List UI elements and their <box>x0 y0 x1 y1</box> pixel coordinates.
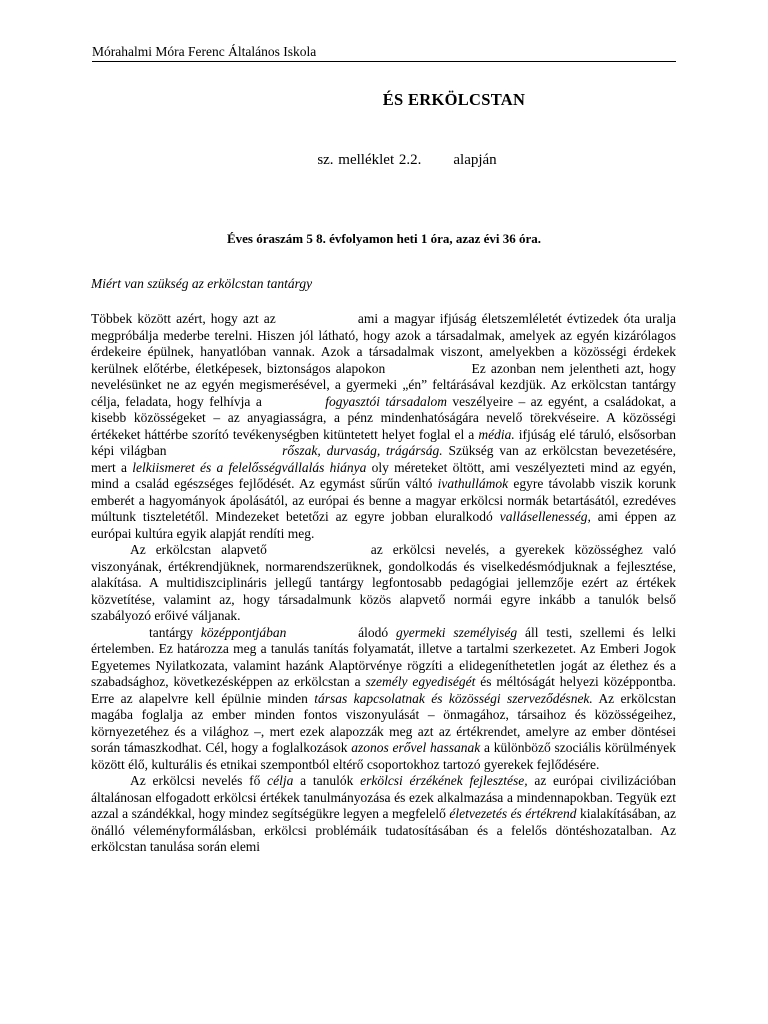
p3-emphasis-center: középpontjában <box>200 624 287 640</box>
document-title: ÉS ERKÖLCSTAN <box>382 90 526 109</box>
p3-emphasis-individuality: személy egyediségét <box>365 674 476 689</box>
page-header <box>92 44 676 62</box>
p3-text-6: a különböző szociális körülmények között élő, kulturális és etnikai szempontból eltérő csoportokhoz tartozó gyerekek fejlődésére. <box>91 740 677 772</box>
p1-emphasis-violence: rőszak, durvaság, trágárság. <box>282 443 443 458</box>
p1-emphasis-fashion-waves: ivathullámok <box>437 476 509 491</box>
p4-emphasis-lifestyle-values: életvezetés és értékrend <box>449 806 577 821</box>
paragraph-4 <box>91 773 676 856</box>
subtitle-basis: alapján <box>453 152 497 168</box>
p3-text-4: és méltóságát helyezi középpontba. Erre az alapelvre kell épülnie minden <box>91 674 677 706</box>
p1-text-2: ami a magyar ifjúság életszemléletét évtizedek óta uralja megpróbálja mederbe terelni. Hiszen jól látható, hogy azok a társadalmak, amelyek az egyén kizárólagos érdekeire épülnek, hanyatlóban vannak. Azok a társadalmak viszont, amelyekben a közösségi érdekek kerülnek előtérbe, életképesek, biztonságos alapokon <box>91 311 676 376</box>
paragraph-1 <box>91 311 676 542</box>
section-title: Miért van szükség az erkölcstan tantárgy <box>91 276 313 291</box>
school-name: Mórahalmi Móra Ferenc Általános Iskola <box>92 44 317 59</box>
p4-emphasis-goal: célja <box>267 773 294 788</box>
p1-text-1: Többek között azért, hogy azt az <box>91 311 276 326</box>
p3-emphasis-social-relations: társas kapcsolatnak és közösségi szerveződésnek. <box>314 690 593 706</box>
p1-text-4: veszélyeire – az egyént, a családokat, a kisebb közösségeket – az anyagiasságra, a pénz mindenhatóságára nevelő törekvéseire. A közösségi értékeket háttérbe szorító tevékenységben kitüntetett helyet foglal el a <box>91 393 677 442</box>
p1-emphasis-conscience: lelkiismeret és a felelősségvállalás hiánya <box>132 459 367 475</box>
p4-text-4: kialakításában, az önálló véleményformálásban, erkölcsi problémáik tudatosításában és a felelős döntéshozatalban. Az erkölcstan tanulása során elemi <box>91 806 677 854</box>
p2-text-2: az erkölcsi nevelés, a gyerekek közösséghez való viszonyának, értékrendjüknek, normarendszerüknek, gondolkodás és viselkedésmódjuknak a fejlesztése, alakítása. A multidiszciplináris jellegű tantárgy legfontosabb pedagógiai jellemzője ezért az értékek közvetítése, valamint az, hogy társadalmunk közös alapvető normái egyre inkább a tanulók belső szabályozó erőivé váljanak. <box>91 542 676 623</box>
p1-text-5: ifjúság elé táruló, elsősorban képi világban <box>91 426 677 458</box>
p1-text-6: Szükség van az erkölcstan bevezetésére, mert a <box>91 443 677 475</box>
p1-text-3: Ez azonban nem jelentheti azt, hogy nevelésünket ne az egyén megismerésével, a gyermeki „én” feltárásával kezdjük. Az erkölcstan tantárgy célja, feladata, hogy felhívja a <box>91 360 676 409</box>
body-text <box>91 311 676 856</box>
document-subtitle <box>0 152 768 169</box>
p4-text-1: Az erkölcsi nevelés fő <box>130 773 261 788</box>
p4-text-2: a tanulók <box>300 773 354 788</box>
p1-text-8: egyre távolabb viszik korunk emberét a hagyományok ápolásától, az európai és benne a magyar erkölcsi normák betartásától, ezredéves múltunk tiszteletétől. Mindezeket betetőzi az egyre jobban eluralkodó <box>91 476 676 524</box>
p3-text-2: álodó <box>358 624 389 640</box>
p1-text-9: ami éppen az európai kultúra egyik alapját rendíti meg. <box>91 509 676 541</box>
annual-hours-line: Éves óraszám 5 8. évfolyamon heti 1 óra, azaz évi 36 óra. <box>226 231 542 246</box>
p3-text-1: tantárgy <box>149 624 193 640</box>
paragraph-3 <box>91 625 676 774</box>
p3-text-3: áll testi, szellemi és lelki értelemben. Ez határozza meg a tanulás tanítás folyamatát, illetve a tartalmi szerkezetet. Az Emberi Jogok Egyetemes Nyilatkozata, valamint hazánk Alaptörvénye rögzíti a elidegeníthetetlen jogát az élethez és a szabadsághoz, következésképpen az erkölcstan a <box>91 624 677 689</box>
p3-emphasis-child-personality: gyermeki személyiség <box>396 624 518 640</box>
subtitle-annex: sz. melléklet 2.2. <box>317 152 422 168</box>
p1-emphasis-media: média. <box>478 426 515 442</box>
p2-text-1: Az erkölcstan alapvető <box>130 542 267 557</box>
p1-emphasis-consumer-society: fogyasztói társadalom <box>325 393 447 409</box>
paragraph-2 <box>91 542 676 625</box>
p4-emphasis-moral-sense: erkölcsi érzékének fejlesztése, <box>360 773 528 788</box>
p1-text-7: oly méreteket öltött, ami veszélyezteti mind az egyén, mind a család egészséges fejlődését. Az egymást sűrűn váltó <box>91 459 677 491</box>
p3-text-5: Az erkölcstan magába foglalja az ember minden fontos viszonyulását – önmagához, társaihoz és közösségeihez, környezetéhez és a világhoz –, mert ezek alapozzák meg azt az értékrendet, amelyre az ember döntései során támaszkodhat. Cél, hogy a foglalkozások <box>91 690 677 755</box>
p4-text-3: az európai civilizációban általánosan elfogadott erkölcsi értékek tanulmányozása és ezek alkalmazása a mindennapokban. Tegyük ezt azzal a szándékkal, hogy mindez segítségükre legyen a megfelelő <box>91 773 676 821</box>
p1-emphasis-anti-religion: vallásellenesség, <box>499 509 591 524</box>
p3-emphasis-equal-force: azonos erővel hassanak <box>351 740 481 755</box>
